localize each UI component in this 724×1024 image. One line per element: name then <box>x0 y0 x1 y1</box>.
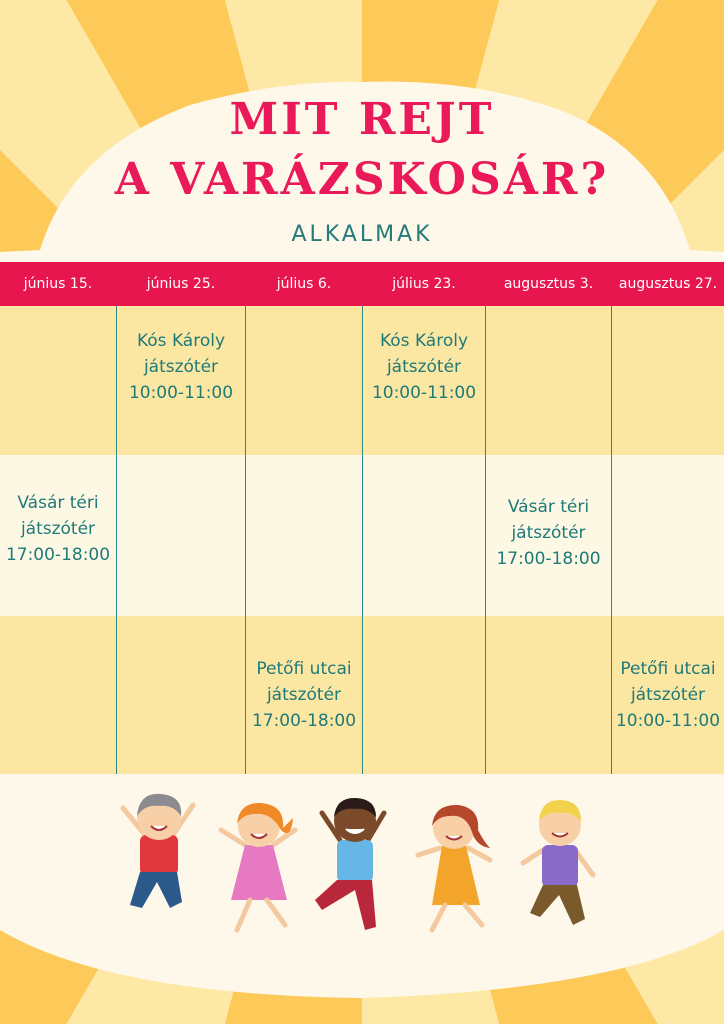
place-name: Kós Károly <box>379 331 469 351</box>
time-range: 10:00-11:00 <box>615 711 721 731</box>
time-range: 17:00-18:00 <box>251 711 357 731</box>
date-header: július 23. <box>392 276 456 292</box>
place-type: játszótér <box>20 519 96 539</box>
kid-gray-hair <box>123 794 193 908</box>
time-range: 17:00-18:00 <box>5 545 111 565</box>
place-name: Petőfi utcai <box>256 659 352 679</box>
place-name: Petőfi utcai <box>620 659 716 679</box>
time-range: 17:00-18:00 <box>496 549 601 569</box>
place-type: játszótér <box>143 357 219 377</box>
place-type: játszótér <box>266 685 342 705</box>
place-name: Vásár téri <box>17 493 99 513</box>
place-name: Vásár téri <box>507 497 590 517</box>
place-type: játszótér <box>511 523 586 543</box>
time-range: 10:00-11:00 <box>371 383 477 403</box>
dancing-kids-illustration <box>95 790 625 950</box>
schedule-entry <box>486 494 611 572</box>
date-header-row <box>0 262 724 306</box>
schedule-entry <box>363 328 485 406</box>
place-type: játszótér <box>386 357 462 377</box>
place-name: Kós Károly <box>136 331 226 351</box>
date-header: augusztus 3. <box>503 276 594 292</box>
schedule-entry <box>246 656 362 734</box>
place-type: játszótér <box>630 685 706 705</box>
date-header: augusztus 27. <box>618 276 718 292</box>
schedule-entry <box>0 490 116 568</box>
title-line-2: A VARÁZSKOSÁR? <box>114 154 610 205</box>
date-header: június 15. <box>23 276 93 292</box>
kid-yellow-dress <box>418 805 490 930</box>
schedule-entry <box>117 328 245 406</box>
kid-blue-shirt <box>315 798 384 930</box>
kid-pink-dress <box>221 803 295 930</box>
title-line-1: MIT REJT <box>229 94 495 145</box>
subtitle: ALKALMAK <box>291 222 433 247</box>
date-header: június 25. <box>146 276 216 292</box>
schedule-entry <box>612 656 724 734</box>
kid-purple-shirt <box>523 800 593 925</box>
date-header: július 6. <box>276 276 332 292</box>
schedule-table <box>0 262 724 774</box>
time-range: 10:00-11:00 <box>128 383 234 403</box>
